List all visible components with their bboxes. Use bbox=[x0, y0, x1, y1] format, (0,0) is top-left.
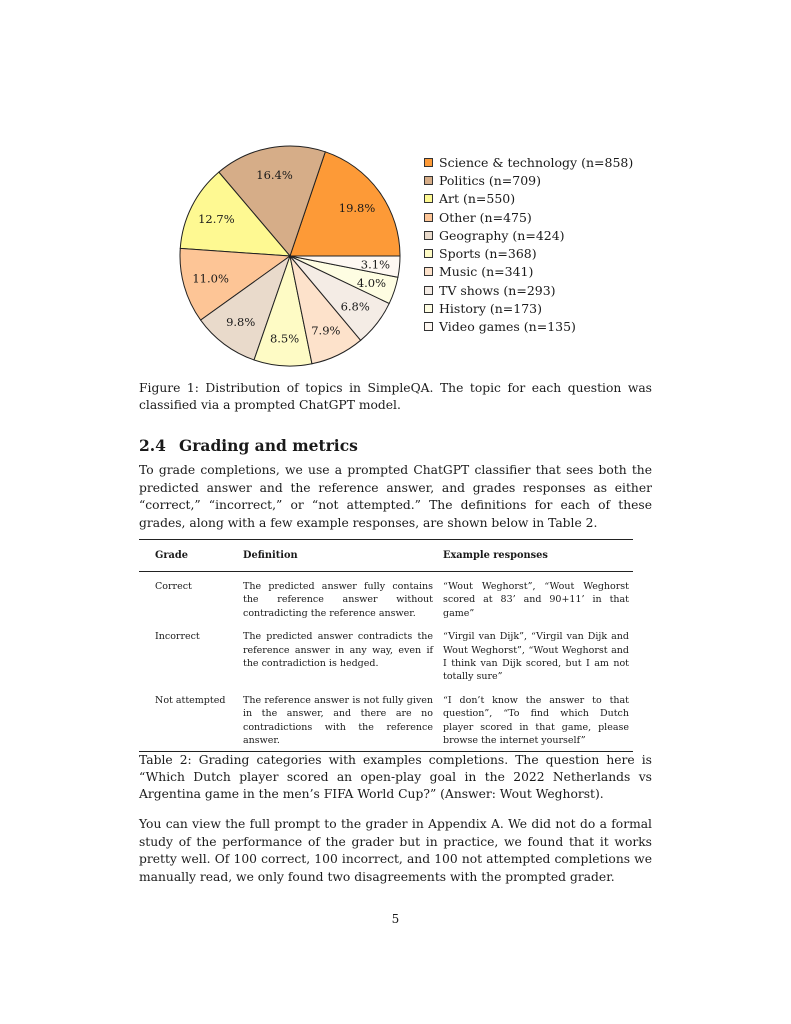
header-grade: Grade bbox=[155, 550, 188, 561]
header-definition: Definition bbox=[243, 550, 298, 561]
page-number: 5 bbox=[391, 912, 400, 926]
table-caption: Table 2: Grading categories with examples completions. The question here is “Which Dutch player scored an open-play goal in the 2022 Netherlands vs Argentina game in the men’s FIFA World Cup?” (Answer: Wout Weghorst). bbox=[139, 753, 652, 801]
pie-slice-label: 12.7% bbox=[198, 211, 235, 226]
legend-item bbox=[424, 299, 633, 317]
cell-definition: The predicted answer contradicts the reference answer in any way, even if the contradiction is hedged. bbox=[243, 631, 433, 670]
legend-label: Politics (n=709) bbox=[439, 172, 541, 188]
legend-label: Other (n=475) bbox=[439, 209, 532, 225]
legend-item bbox=[424, 281, 633, 299]
paragraph-grading: To grade completions, we use a prompted ChatGPT classifier that sees both the predicted answer and the reference answer, and grades responses as either “correct,” “incorrect,” or “not attempted.” The definitions for each of these grades, along with a few example responses, are shown below in Table 2. bbox=[139, 463, 652, 530]
legend-label: TV shows (n=293) bbox=[439, 282, 556, 298]
legend-item bbox=[424, 190, 633, 208]
pie-slice-label: 7.9% bbox=[311, 323, 341, 338]
legend-label: Video games (n=135) bbox=[439, 319, 576, 335]
pie-slice-label: 6.8% bbox=[340, 299, 370, 314]
cell-grade: Correct bbox=[155, 581, 192, 592]
legend-label: Music (n=341) bbox=[439, 264, 534, 280]
section-heading bbox=[139, 436, 358, 455]
cell-grade: Not attempted bbox=[155, 694, 226, 706]
legend-label: History (n=173) bbox=[439, 301, 543, 317]
cell-definition: The reference answer is not fully given in the answer, and there are no contradictions with the reference answer. bbox=[243, 694, 433, 747]
section-title: Grading and metrics bbox=[179, 436, 358, 455]
cell-definition: The predicted answer fully contains the reference answer without contradicting the reference answer. bbox=[243, 581, 433, 619]
legend-item bbox=[424, 226, 633, 244]
legend-item bbox=[424, 263, 633, 281]
pie-slice-label: 4.0% bbox=[356, 276, 387, 291]
legend-label: Geography (n=424) bbox=[439, 227, 565, 243]
legend-swatch bbox=[424, 194, 433, 203]
legend-item bbox=[424, 318, 633, 336]
table-header bbox=[139, 540, 633, 572]
legend-swatch bbox=[424, 176, 433, 185]
figure-caption: Figure 1: Distribution of topics in SimpleQA. The topic for each question was classified via a prompted ChatGPT model. bbox=[139, 381, 652, 412]
legend-swatch bbox=[424, 231, 433, 240]
legend-label: Science & technology (n=858) bbox=[439, 154, 634, 170]
legend-label: Sports (n=368) bbox=[439, 246, 537, 262]
cell-examples: “Virgil van Dijk”, “Virgil van Dijk and Wout Weghorst”, “Wout Weghorst and I think van Dijk scored, but I am not totally sure” bbox=[443, 631, 629, 683]
legend-item bbox=[424, 244, 633, 262]
table-row bbox=[139, 684, 633, 752]
cell-grade: Incorrect bbox=[155, 631, 200, 643]
legend-swatch bbox=[424, 322, 433, 331]
section-number: 2.4 bbox=[139, 436, 166, 455]
header-examples: Example responses bbox=[443, 550, 548, 561]
topic-pie-chart bbox=[170, 140, 410, 380]
legend-label: Art (n=550) bbox=[439, 191, 516, 207]
legend-item bbox=[424, 153, 633, 171]
paragraph-grader: You can view the full prompt to the grader in Appendix A. We did not do a formal study of the performance of the grader but in practice, we found that it works pretty well. Of 100 correct, 100 incorrect, and 100 not attempted completions we manually read, we only found two disagreements with the prompted grader. bbox=[139, 817, 652, 884]
pie-slice-label: 11.0% bbox=[192, 271, 229, 286]
cell-examples: “Wout Weghorst”, “Wout Weghorst scored at 83’ and 90+11’ in that game” bbox=[443, 581, 629, 619]
pie-slice-label: 9.8% bbox=[226, 315, 256, 330]
pie-slice-label: 19.8% bbox=[338, 200, 376, 215]
table-row bbox=[139, 572, 633, 620]
legend-swatch bbox=[424, 213, 433, 222]
cell-examples: “I don’t know the answer to that question”, “To find which Dutch player scored in that game, please browse the internet yourself” bbox=[443, 694, 629, 747]
table-row bbox=[139, 620, 633, 684]
legend-swatch bbox=[424, 286, 433, 295]
grading-table bbox=[139, 539, 633, 752]
pie-slice-label: 3.1% bbox=[360, 257, 391, 272]
legend-item bbox=[424, 171, 633, 189]
legend-swatch bbox=[424, 267, 433, 276]
pie-legend bbox=[424, 153, 633, 336]
pie-slice-label: 16.4% bbox=[256, 167, 293, 182]
pie-slice-label: 8.5% bbox=[269, 331, 300, 346]
legend-swatch bbox=[424, 304, 433, 313]
legend-swatch bbox=[424, 249, 433, 258]
legend-item bbox=[424, 208, 633, 226]
legend-swatch bbox=[424, 158, 433, 167]
